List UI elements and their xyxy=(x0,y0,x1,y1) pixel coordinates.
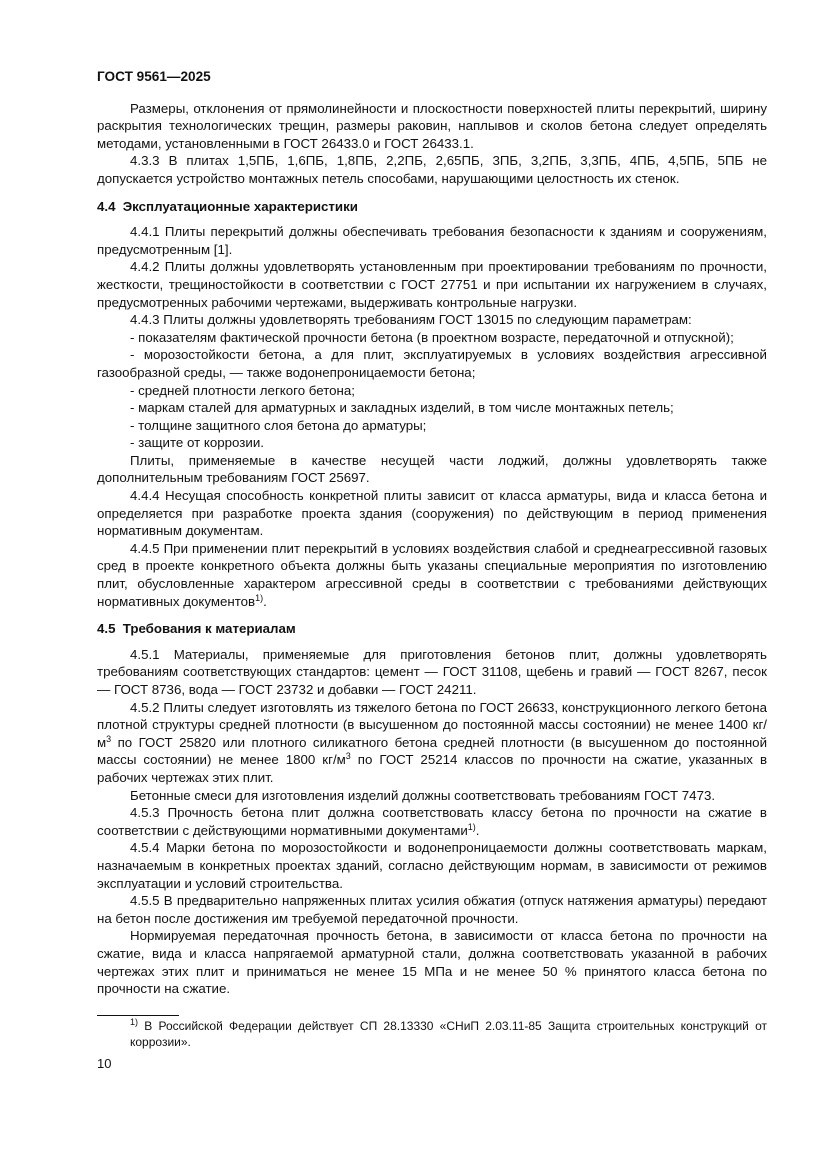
page-body xyxy=(97,68,767,998)
footnote-body: В Российской Федерации действует СП 28.13330 «СНиП 2.03.11-85 Защита строительных конструкций от коррозии». xyxy=(130,1019,767,1049)
paragraph-text: 4.5.3 Прочность бетона плит должна соответствовать классу бетона по прочности на сжатие в соответствии с действующими нормативными документами xyxy=(97,805,767,838)
section-number: 4.4 xyxy=(97,198,116,214)
paragraph-end: . xyxy=(475,822,480,838)
paragraph-text: по ГОСТ 25820 или плотного силикатного бетона средней плотности (в высушенном до постоянной массы состоянии) не менее 1800 кг/м xyxy=(97,734,767,768)
section-title: Эксплуатационные характеристики xyxy=(122,198,358,214)
paragraph-text: 4.4.5 При применении плит перекрытий в условиях воздействия слабой и среднеагрессивной газовых сред в проекте конкретного объекта должны быть указаны специальные мероприятия по изготовлению плит, обусловленные характером агрессивной среды в соответствии с требованиями действующих нормативных документов xyxy=(97,540,767,609)
section-title: Требования к материалам xyxy=(122,621,296,637)
section-4-5-heading xyxy=(97,620,767,638)
footnote xyxy=(97,1018,767,1050)
paragraph-4-4-5 xyxy=(97,540,767,610)
footnote-mark: 1) xyxy=(130,1017,139,1027)
footnote-text xyxy=(97,1018,767,1050)
paragraph-4-4-3: 4.4.3 Плиты должны удовлетворять требованиям ГОСТ 13015 по следующим параметрам: xyxy=(130,312,692,328)
paragraph-4-4-4: 4.4.4 Несущая способность конкретной плиты зависит от класса арматуры, вида и класса бетона и определяется при разработке проекта здания (сооружения) по действующим в период применения нормативным документам. xyxy=(97,488,767,539)
page-number: 10 xyxy=(97,1056,112,1071)
paragraph-4-5-2 xyxy=(97,699,767,787)
list-item: - средней плотности легкого бетона; xyxy=(130,382,355,398)
paragraph-4-5-3 xyxy=(97,804,767,839)
paragraph-4-3-3: 4.3.3 В плитах 1,5ПБ, 1,6ПБ, 1,8ПБ, 2,2ПБ, 2,65ПБ, 3ПБ, 3,2ПБ, 3,3ПБ, 4ПБ, 4,5ПБ, 5ПБ не допускается устройство монтажных петель способами, нарушающими целостность их стенок. xyxy=(97,153,767,186)
superscript: 3 xyxy=(345,751,351,762)
section-number: 4.5 xyxy=(97,621,116,637)
paragraph-4-5-4: 4.5.4 Марки бетона по морозостойкости и водонепроницаемости должны соответствовать маркам, назначаемым в конкретных проектах зданий, согласно действующим нормам, в зависимости от режимов эксплуатации и условий строительства. xyxy=(97,840,767,891)
paragraph-4-5-5: 4.5.5 В предварительно напряженных плитах усилия обжатия (отпуск натяжения арматуры) передают на бетон после достижения им требуемой передаточной прочности. xyxy=(97,893,767,926)
paragraph-4-4-1: 4.4.1 Плиты перекрытий должны обеспечивать требования безопасности к зданиям и сооружениям, предусмотренным [1]. xyxy=(97,224,767,257)
paragraph-end: . xyxy=(263,593,267,609)
intro-paragraph: Размеры, отклонения от прямолинейности и плоскостности поверхностей плиты перекрытий, ширину раскрытия технологических трещин, размеры раковин, наплывов и сколов бетона следует определять методами, установленными в ГОСТ 26433.0 и ГОСТ 26433.1. xyxy=(97,100,767,151)
list-item: - показателям фактической прочности бетона (в проектном возрасте, передаточной и отпускной); xyxy=(130,329,734,345)
list-item: - защите от коррозии. xyxy=(130,435,264,451)
footnote-ref[interactable]: 1) xyxy=(255,592,264,603)
list-item: - маркам сталей для арматурных и закладных изделий, в том числе монтажных петель; xyxy=(130,400,674,416)
superscript: 3 xyxy=(106,733,112,744)
paragraph-norm: Нормируемая передаточная прочность бетона, в зависимости от класса бетона по прочности на сжатие, вида и класса напрягаемой арматурной стали, должна соответствовать указанной в рабочих чертежах этих плит и приниматься не менее 15 МПа и не менее 50 % принятого класса бетона по прочности на сжатие. xyxy=(97,928,767,997)
paragraph-loggia: Плиты, применяемые в качестве несущей части лоджий, должны удовлетворять также дополнительным требованиям ГОСТ 25697. xyxy=(97,452,767,486)
footnote-ref[interactable]: 1) xyxy=(467,821,476,832)
footnote-divider xyxy=(97,1015,179,1016)
paragraph-mix: Бетонные смеси для изготовления изделий должны соответствовать требованиям ГОСТ 7473. xyxy=(130,787,716,803)
list-item: - толщине защитного слоя бетона до арматуры; xyxy=(130,417,427,433)
document-header: ГОСТ 9561—2025 xyxy=(97,69,211,84)
paragraph-4-4-2: 4.4.2 Плиты должны удовлетворять установленным при проектировании требованиям по прочности, жесткости, трещиностойкости в соответствии с ГОСТ 27751 и при испытании их нагружением в случаях, предусмотренных рабочими чертежами, выдерживать контрольные нагрузки. xyxy=(97,259,767,310)
paragraph-4-5-1: 4.5.1 Материалы, применяемые для приготовления бетонов плит, должны удовлетворять требованиям соответствующих стандартов: цемент — ГОСТ 31108, щебень и гравий — ГОСТ 8267, песок — ГОСТ 8736, вода — ГОСТ 23732 и добавки — ГОСТ 24211. xyxy=(97,646,767,697)
list-item: - морозостойкости бетона, а для плит, эксплуатируемых в условиях воздействия агрессивной газообразной среды, — также водонепроницаемости бетона; xyxy=(97,347,767,380)
paragraph-text: 4.5.2 Плиты следует изготовлять из тяжелого бетона по ГОСТ 26633, конструкционного легкого бетона плотной структуры средней плотности (в высушенном до постоянной массы состоянии) не менее 1400 кг/м xyxy=(97,699,767,750)
paragraph-text: по ГОСТ 25214 классов по прочности на сжатие, указанных в рабочих чертежах этих плит. xyxy=(97,752,768,785)
section-4-4-heading xyxy=(97,198,767,216)
